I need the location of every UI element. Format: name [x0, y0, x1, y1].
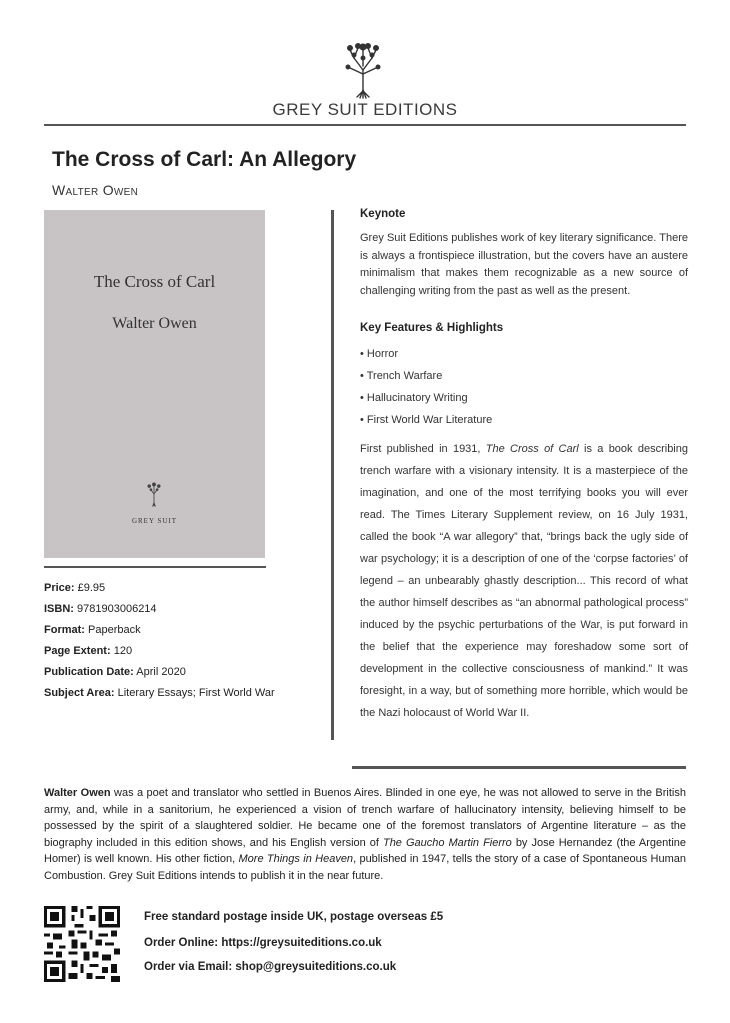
detail-format — [44, 622, 275, 643]
book-cover — [44, 210, 265, 558]
column-divider — [331, 210, 334, 740]
description-divider — [352, 766, 686, 769]
header-divider — [44, 124, 686, 126]
feature-item: • First World War Literature — [360, 414, 493, 426]
keynote-heading: Keynote — [360, 208, 406, 220]
book-description: First published in 1931, The Cross of Carl is a book describing trench warfare with a visionary intensity. It is a masterpiece of the imagination, and one of the most terrifying books you will ever read. The Times Literary Supplement review, on 16 July 1931, called the book “A war allegory” that, “brings back the ugly side of war psychology; it is a description of one of the ‘corpse factories’ of legend – an unbearably ghastly description... This record of what the author himself describes as “an abnormal pathological process” induced by the psychic perturbations of the War, is put forward in the belief that the experience may foreshadow some sort of development in the collective consciousness of mankind.” It was foresight, in a way, but of something more horrible, which would be the Nazi holocaust of World War II. — [360, 443, 688, 719]
qr-code-icon[interactable] — [44, 906, 120, 982]
detail-value: April 2020 — [136, 666, 186, 678]
detail-value: 9781903006214 — [77, 603, 157, 615]
cover-divider — [44, 566, 266, 568]
feature-item: • Trench Warfare — [360, 370, 443, 382]
detail-value: 120 — [113, 645, 133, 657]
email-link[interactable]: shop@greysuiteditions.co.uk — [235, 961, 397, 973]
order-online — [144, 937, 382, 949]
order-email-label: Order via Email: — [144, 961, 236, 973]
postage-info: Free standard postage inside UK, postage overseas £5 — [144, 911, 444, 923]
book-title: The Cross of Carl: An Allegory — [52, 148, 357, 171]
keynote-text: Grey Suit Editions publishes work of key literary significance. There is always a frontispiece illustration, but the covers have an austere minimalism that makes them recognizable as a new source of challenging writing from the past as well as the present. — [360, 232, 688, 297]
website-link[interactable]: https://greysuiteditions.co.uk — [221, 937, 382, 949]
detail-isbn — [44, 601, 275, 622]
detail-label: Page Extent: — [44, 645, 111, 657]
cover-imprint: GREY SUIT — [131, 517, 178, 525]
features-heading: Key Features & Highlights — [360, 322, 504, 334]
feature-item: • Hallucinatory Writing — [360, 392, 468, 404]
detail-value: £9.95 — [77, 582, 106, 594]
cover-title: The Cross of Carl — [93, 272, 216, 291]
cover-author: Walter Owen — [112, 315, 197, 332]
detail-subject-area — [44, 685, 275, 706]
detail-publication-date — [44, 664, 275, 685]
detail-value: Literary Essays; First World War — [117, 687, 275, 699]
features-list — [360, 346, 688, 434]
book-details — [44, 580, 275, 706]
detail-price — [44, 580, 275, 601]
tree-logo-icon — [340, 40, 386, 100]
detail-label: Price: — [44, 582, 75, 594]
detail-label: Subject Area: — [44, 687, 115, 699]
detail-value: Paperback — [88, 624, 141, 636]
feature-item: • Horror — [360, 348, 399, 360]
cover-tree-icon — [144, 480, 164, 508]
order-online-label: Order Online: — [144, 937, 222, 949]
detail-label: Format: — [44, 624, 85, 636]
detail-label: Publication Date: — [44, 666, 134, 678]
author-bio: Walter Owen was a poet and translator who settled in Buenos Aires. Blinded in one eye, he was not allowed to serve in the British army, and, while in a sanitorium, he experienced a vision of trench warfare of hallucinatory intensity, believing himself to be possessed by the spirit of a slaughtered soldier. He became one of the foremost translators of Argentine literature – as the biography included in this edition shows, and his English version of The Gaucho Martin Fierro by Jose Hernandez (the Argentine Homer) is well known. His other fiction, More Things in Heaven, published in 1947, tells the story of a case of Spontaneous Human Combustion. Grey Suit Editions intends to publish it in the near future. — [44, 787, 686, 882]
book-author: Walter Owen — [52, 182, 139, 198]
publisher-name: GREY SUIT EDITIONS — [272, 100, 458, 119]
detail-label: ISBN: — [44, 603, 74, 615]
order-email — [144, 961, 396, 973]
detail-page-extent — [44, 643, 275, 664]
